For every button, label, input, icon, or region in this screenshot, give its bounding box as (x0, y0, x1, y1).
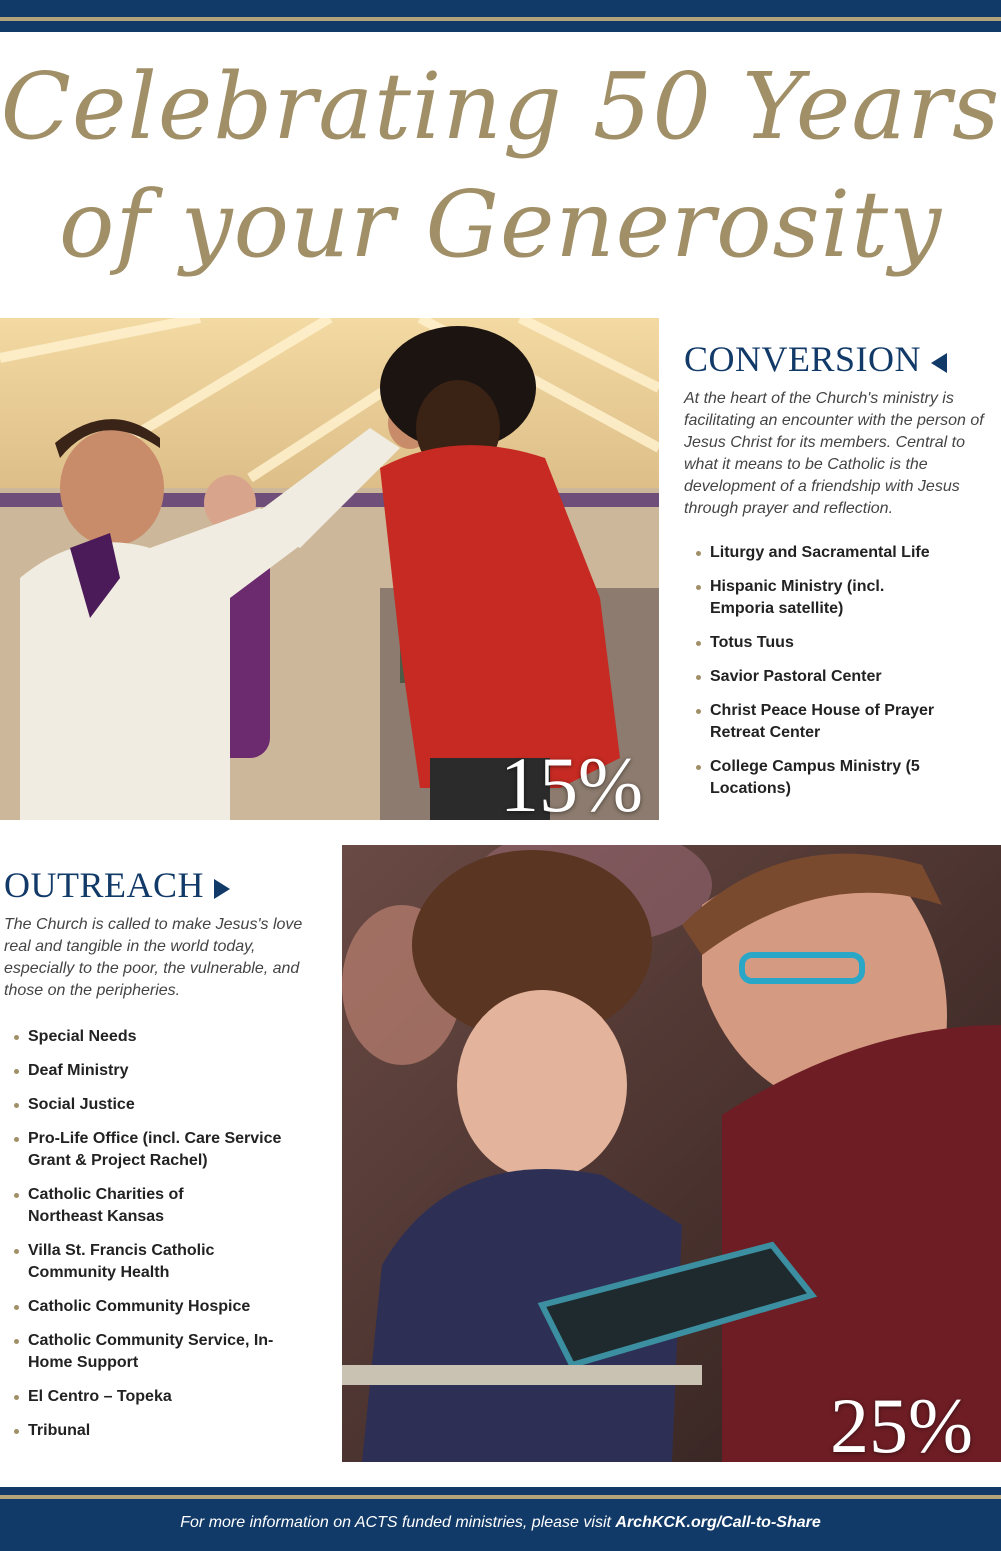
headline-line-1: Celebrating 50 Years (0, 53, 1001, 160)
list-item: El Centro – Topeka (14, 1386, 324, 1408)
footer-link[interactable]: ArchKCK.org/Call-to-Share (615, 1514, 821, 1531)
bullet-icon (14, 1035, 19, 1040)
list-item: Hispanic Ministry (incl. Emporia satellite) (696, 576, 890, 620)
top-band (0, 0, 1001, 32)
triangle-right-icon (214, 879, 230, 899)
list-item: Social Justice (14, 1094, 324, 1116)
outreach-percent: 25% (830, 1382, 973, 1462)
bullet-icon (696, 709, 701, 714)
bullet-icon (14, 1249, 19, 1254)
list-item: College Campus Ministry (5 Locations) (696, 756, 930, 800)
top-band-stripe (0, 17, 1001, 21)
bullet-icon (14, 1069, 19, 1074)
headline (0, 48, 1001, 284)
outreach-title (4, 864, 230, 906)
footer (0, 1514, 1001, 1532)
list-item: Tribunal (14, 1420, 324, 1442)
bullet-icon (696, 551, 701, 556)
bottom-band-stripe (0, 1495, 1001, 1499)
outreach-title-text: OUTREACH (4, 865, 204, 905)
triangle-left-icon (931, 353, 947, 373)
bullet-icon (14, 1305, 19, 1310)
bullet-icon (696, 765, 701, 770)
conversion-percent: 15% (500, 741, 643, 820)
list-item: Pro-Life Office (incl. Care Service Grant & Project Rachel) (14, 1128, 313, 1172)
list-item: Savior Pastoral Center (696, 666, 996, 688)
bullet-icon (696, 641, 701, 646)
conversion-title (684, 338, 947, 380)
bullet-icon (14, 1137, 19, 1142)
bullet-icon (696, 675, 701, 680)
list-item: Deaf Ministry (14, 1060, 324, 1082)
list-item: Liturgy and Sacramental Life (696, 542, 996, 564)
list-item: Villa St. Francis Catholic Community Health (14, 1240, 248, 1284)
bullet-icon (14, 1193, 19, 1198)
outreach-intro: The Church is called to make Jesus's love real and tangible in the world today, especially to the poor, the vulnerable, and those on the peripheries. (4, 916, 303, 999)
outreach-photo (342, 845, 1001, 1462)
conversion-photo (0, 318, 659, 820)
bullet-icon (696, 585, 701, 590)
list-item: Catholic Charities of Northeast Kansas (14, 1184, 218, 1228)
conversion-intro: At the heart of the Church's ministry is facilitating an encounter with the person of Jesus Christ for its members. Central to what it means to be Catholic is the development of a friendship with Jesus through prayer and reflection. (684, 390, 984, 517)
list-item: Catholic Community Hospice (14, 1296, 324, 1318)
bullet-icon (14, 1429, 19, 1434)
bullet-icon (14, 1103, 19, 1108)
outreach-list (14, 1026, 324, 1454)
bullet-icon (14, 1395, 19, 1400)
list-item: Special Needs (14, 1026, 324, 1048)
conversion-title-text: CONVERSION (684, 339, 922, 379)
list-item: Totus Tuus (696, 632, 996, 654)
list-item: Christ Peace House of Prayer Retreat Center (696, 700, 960, 744)
bullet-icon (14, 1339, 19, 1344)
list-item: Catholic Community Service, In-Home Support (14, 1330, 278, 1374)
headline-line-2: of your Generosity (58, 171, 943, 278)
footer-text: For more information on ACTS funded ministries, please visit (180, 1514, 616, 1531)
conversion-list (696, 542, 996, 812)
